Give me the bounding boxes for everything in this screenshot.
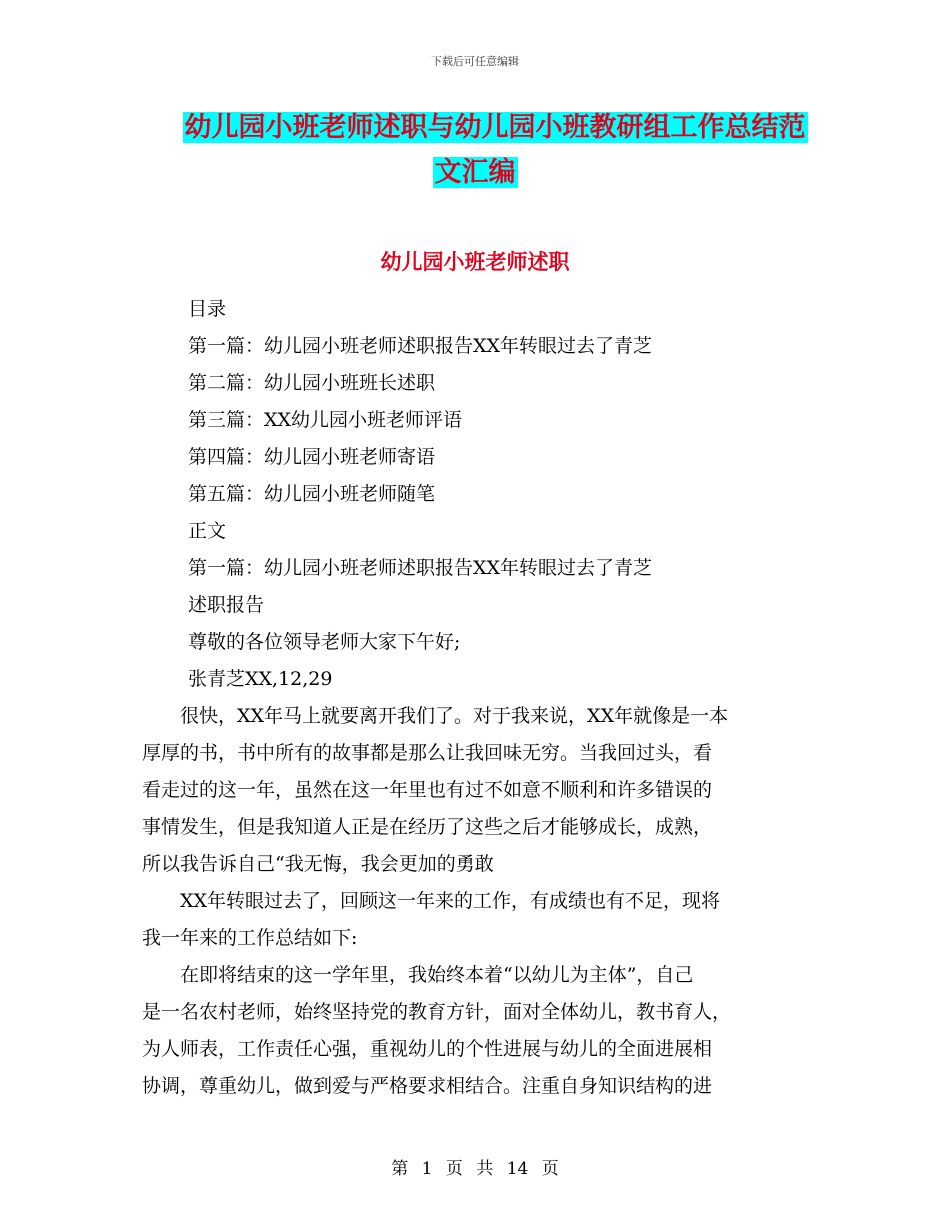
toc-item: 第一篇：幼儿园小班老师述职报告XX年转眼过去了青芝 — [188, 335, 653, 357]
title-text-2: 文汇编 — [434, 157, 516, 188]
body-heading: 正文 — [188, 520, 227, 542]
toc-item: 第五篇：幼儿园小班老师随笔 — [188, 483, 436, 505]
report-heading: 述职报告 — [188, 594, 265, 616]
document-title-line-1 — [20, 106, 950, 150]
paragraph-line: 为人师表，工作责任心强，重视幼儿的个性进展与幼儿的全面进展相 — [142, 1038, 713, 1060]
paragraph-line: 协调，尊重幼儿，做到爱与严格要求相结合。注重自身知识结构的进 — [142, 1075, 713, 1097]
salutation: 尊敬的各位领导老师大家下午好; — [188, 631, 461, 653]
chapter-heading: 第一篇：幼儿园小班老师述职报告XX年转眼过去了青芝 — [188, 557, 653, 579]
title-text-1: 幼儿园小班老师述职与幼儿园小班教研组工作总结范 — [184, 112, 806, 143]
paragraph-line: 所以我告诉自己“我无悔，我会更加的勇敢 — [142, 853, 494, 875]
header-note: 下载后可任意编辑 — [431, 55, 519, 68]
toc-item: 第四篇：幼儿园小班老师寄语 — [188, 446, 436, 468]
toc-heading: 目录 — [188, 298, 227, 320]
section-title: 幼儿园小班老师述职 — [380, 250, 570, 274]
paragraph-line: 是一名农村老师，始终坚持党的教育方针，面对全体幼儿，教书育人， — [142, 1001, 732, 1023]
document-title-line-2 — [0, 151, 950, 195]
paragraph-line: XX年转眼过去了，回顾这一年来的工作，有成绩也有不足，现将 — [142, 890, 721, 912]
page-footer: 第 1 页 共 14 页 — [391, 1159, 559, 1179]
toc-item: 第三篇：XX幼儿园小班老师评语 — [188, 409, 463, 431]
toc-item: 第二篇：幼儿园小班班长述职 — [188, 372, 436, 394]
paragraph-line: 在即将结束的这一学年里，我始终本着“以幼儿为主体”，自己 — [142, 964, 694, 986]
paragraph-line: 很快，XX年马上就要离开我们了。对于我来说，XX年就像是一本 — [142, 705, 729, 727]
paragraph-line: 事情发生，但是我知道人正是在经历了这些之后才能够成长，成熟， — [142, 816, 713, 838]
paragraph-line: 我一年来的工作总结如下: — [142, 927, 358, 949]
paragraph-line: 看走过的这一年，虽然在这一年里也有过不如意不顺利和许多错误的 — [142, 779, 713, 801]
paragraph-line: 厚厚的书，书中所有的故事都是那么让我回味无穷。当我回过头，看 — [142, 742, 713, 764]
author-date: 张青芝XX,12,29 — [188, 668, 333, 690]
